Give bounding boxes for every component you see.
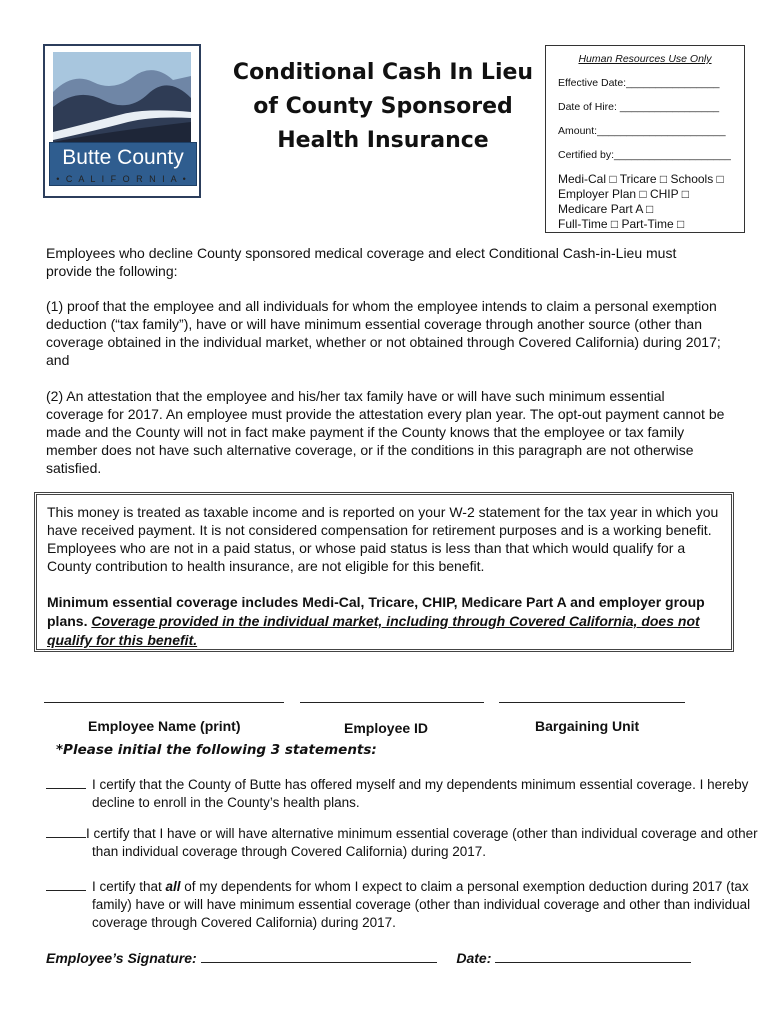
employee-signature-line[interactable] [201, 950, 437, 963]
title-line-3: Health Insurance [277, 128, 489, 153]
initial-blank-1[interactable] [46, 788, 86, 789]
initial-blank-3[interactable] [46, 890, 86, 891]
coverage-notice-underlined: Coverage provided in the individual market, including through Covered California, does not qualify for this benefit. [47, 613, 700, 648]
logo-state-text: • C A L I F O R N I A • [56, 174, 188, 184]
certification-3-text-post: of my dependents for whom I expect to claim a personal exemption deduction during 2017 (tax family) have or will have minimum essential coverage (other than individual coverage and other than individual coverage through Covered California) during 2017. [92, 879, 751, 930]
certification-1-text: I certify that the County of Butte has offered myself and my dependents minimum essential coverage. I hereby decline to enroll in the County’s health plans. [92, 777, 749, 810]
intro-paragraph: Employees who decline County sponsored medical coverage and elect Conditional Cash-in-Lieu must provide the following: [46, 245, 677, 279]
plan-options-row-2[interactable]: Employer Plan □ CHIP □ [558, 187, 689, 201]
title-line-1: Conditional Cash In Lieu [232, 60, 534, 85]
signature-date-row [46, 950, 691, 966]
coverage-notice [47, 593, 727, 650]
butte-county-logo [43, 44, 201, 198]
employee-signature-label: Employee’s Signature: [46, 950, 197, 966]
plan-options-row-3[interactable]: Medicare Part A □ [558, 202, 654, 216]
form-title [218, 56, 548, 158]
employee-id-line[interactable] [300, 702, 484, 704]
bargaining-unit-label: Bargaining Unit [535, 718, 640, 734]
date-label: Date: [456, 950, 492, 966]
amount-field[interactable]: Amount:______________________ [558, 125, 726, 137]
employee-name-label: Employee Name (print) [88, 718, 241, 734]
taxable-income-notice-box [34, 492, 734, 652]
requirement-1-paragraph: (1) proof that the employee and all individuals for whom the employee intends to claim a personal exemption deduction (“tax family”), have or will have minimum essential coverage through another source (other than coverage obtained in the individual market, whether or not obtained through Covered California) during 2017; and [46, 298, 721, 368]
requirement-2-paragraph: (2) An attestation that the employee and his/her tax family have or will have such minimum essential coverage for 2017. An employee must provide the attestation every plan year. The opt-out payment cannot be made and the County will not in fact make payment if the County knows that the employee or tax family member does not have such alternative coverage, or if the conditions in this paragraph are not otherwise satisfied. [46, 388, 725, 476]
hr-box-heading: Human Resources Use Only [578, 53, 712, 65]
landscape-icon [53, 52, 191, 146]
certification-3-emphasis: all [165, 879, 181, 894]
effective-date-field[interactable]: Effective Date:________________ [558, 77, 720, 89]
employee-name-line[interactable] [44, 702, 284, 704]
initial-instructions: *Please initial the following 3 statements: [56, 742, 377, 758]
employee-id-label: Employee ID [344, 720, 429, 736]
employment-type-row[interactable]: Full-Time □ Part-Time □ [558, 217, 685, 231]
initial-blank-2[interactable] [46, 837, 86, 838]
hr-use-only-box [545, 45, 745, 233]
certification-2-text: I certify that I have or will have alternative minimum essential coverage (other than individual coverage and other than individual coverage through Covered California) during 2017. [86, 826, 758, 859]
date-of-hire-field[interactable]: Date of Hire: _________________ [558, 101, 720, 113]
certification-2 [46, 825, 770, 861]
title-line-2: of County Sponsored [253, 94, 513, 119]
certification-3-text-pre: I certify that [92, 879, 166, 894]
certified-by-field[interactable]: Certified by:____________________ [558, 149, 731, 161]
certification-3 [46, 878, 770, 932]
plan-options-row-1[interactable]: Medi-Cal □ Tricare □ Schools □ [558, 172, 724, 186]
date-line[interactable] [495, 950, 691, 963]
logo-county-text: Butte County [62, 146, 184, 169]
bargaining-unit-line[interactable] [499, 702, 685, 704]
notice-text: This money is treated as taxable income and is reported on your W-2 statement for the tax year in which you have received payment. It is not considered compensation for retirement purposes and is a working benefit. Employees who are not in a paid status, or whose paid status is less than that which would qualify for a County contribution to health insurance, are not eligible for this benefit. [47, 504, 719, 574]
certification-1 [46, 776, 770, 812]
coverage-notice-bold: Minimum essential coverage includes Medi-Cal, Tricare, CHIP, Medicare Part A and employer group plans. [47, 594, 705, 629]
